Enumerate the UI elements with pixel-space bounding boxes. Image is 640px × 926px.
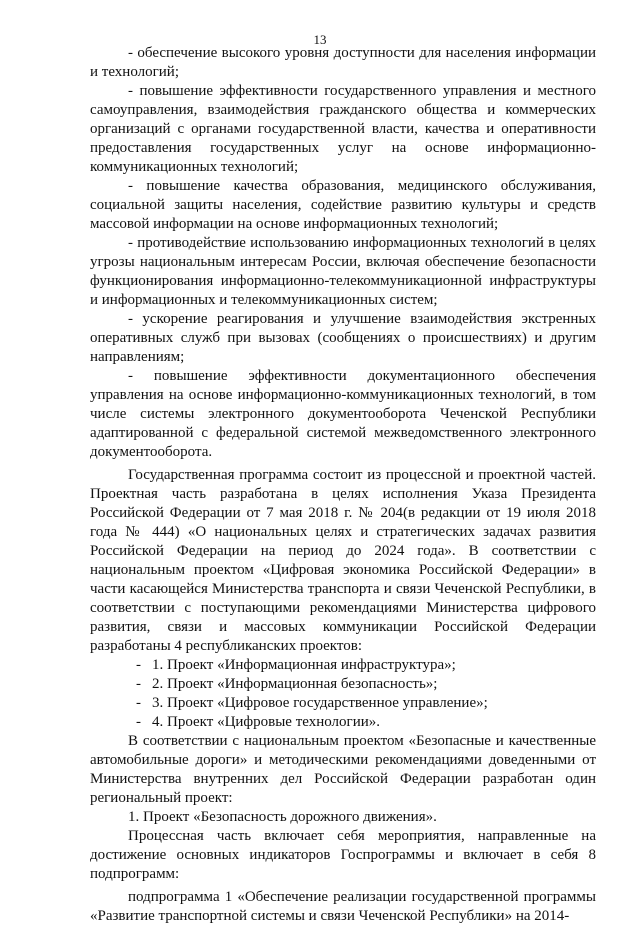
list-item-text: 4. Проект «Цифровые технологии». xyxy=(152,714,381,730)
paragraph-national-project: В соответствии с национальным проектом «Безопасные и качественные автомобильные дороги» и методическими рекомендациями доведенными от Министерства внутренних дел Российской Федерации разработан один региональный проект: xyxy=(90,733,596,806)
page-number: 13 xyxy=(313,32,327,47)
paragraph-governance: - повышение эффективности государственного управления и местного самоуправления, взаимодействия гражданского общества и коммерческих организаций с органами государственной власти, качества и оперативности предоставления государственных услуг на основе информационно-коммуникационных технологий; xyxy=(90,83,596,175)
list-item-text: 2. Проект «Информационная безопасность»; xyxy=(152,676,438,692)
paragraph-education: - повышение качества образования, медицинского обслуживания, социальной защиты населения, содействие развитию культуры и средств массовой информации на основе информационных технологий; xyxy=(90,178,596,232)
paragraph-subprogram-1: подпрограмма 1 «Обеспечение реализации государственной программы «Развитие транспортной системы и связи Чеченской Республики» на 2014- xyxy=(90,889,596,924)
paragraph-security: - противодействие использованию информационных технологий в целях угрозы национальным интересам России, включая обеспечение безопасности функционирования информационно-телекоммуникационной инфраструктуры и информационных и телекоммуникационных систем; xyxy=(90,235,596,308)
list-item xyxy=(90,656,596,675)
list-dash: - xyxy=(136,657,141,673)
paragraph-accessibility: - обеспечение высокого уровня доступности для населения информации и технологий; xyxy=(90,45,596,80)
document-body xyxy=(90,44,596,926)
paragraph-regional-project: 1. Проект «Безопасность дорожного движения». xyxy=(128,809,437,825)
paragraph-emergency: - ускорение реагирования и улучшение взаимодействия экстренных оперативных служб при вызовах (сообщениях о происшествиях) и другим направлениям; xyxy=(90,311,596,365)
list-item-text: 3. Проект «Цифровое государственное управление»; xyxy=(152,695,488,711)
list-item xyxy=(90,694,596,713)
project-list xyxy=(90,656,596,732)
list-dash: - xyxy=(136,676,141,692)
list-item-text: 1. Проект «Информационная инфраструктура»; xyxy=(152,657,456,673)
list-dash: - xyxy=(136,714,141,730)
list-item xyxy=(90,675,596,694)
list-dash: - xyxy=(136,695,141,711)
paragraph-document-flow: - повышение эффективности документационного обеспечения управления на основе информационно-коммуникационных технологий, в том числе системы электронного документооборота Чеченской Республики адаптированной с федеральной системой межведомственного электронного документооборота. xyxy=(90,368,596,460)
list-item xyxy=(90,713,596,732)
paragraph-program-structure: Государственная программа состоит из процессной и проектной частей. Проектная часть разработана в целях исполнения Указа Президента Российской Федерации от 7 мая 2018 г. № 204(в редакции от 19 июля 2018 года № 444) «О национальных целях и стратегических задачах развития Российской Федерации на период до 2024 года». В соответствии с национальным проектом «Цифровая экономика Российской Федерации» в части касающейся Министерства транспорта и связи Чеченской Республики, в соответствии с поступающими рекомендациями Министерства цифрового развития, связи и массовых коммуникации Российской Федерации разработаны 4 республиканских проектов: xyxy=(90,467,596,654)
paragraph-process-part: Процессная часть включает себя мероприятия, направленные на достижение основных индикаторов Госпрограммы и включает в себя 8 подпрограмм: xyxy=(90,828,596,882)
